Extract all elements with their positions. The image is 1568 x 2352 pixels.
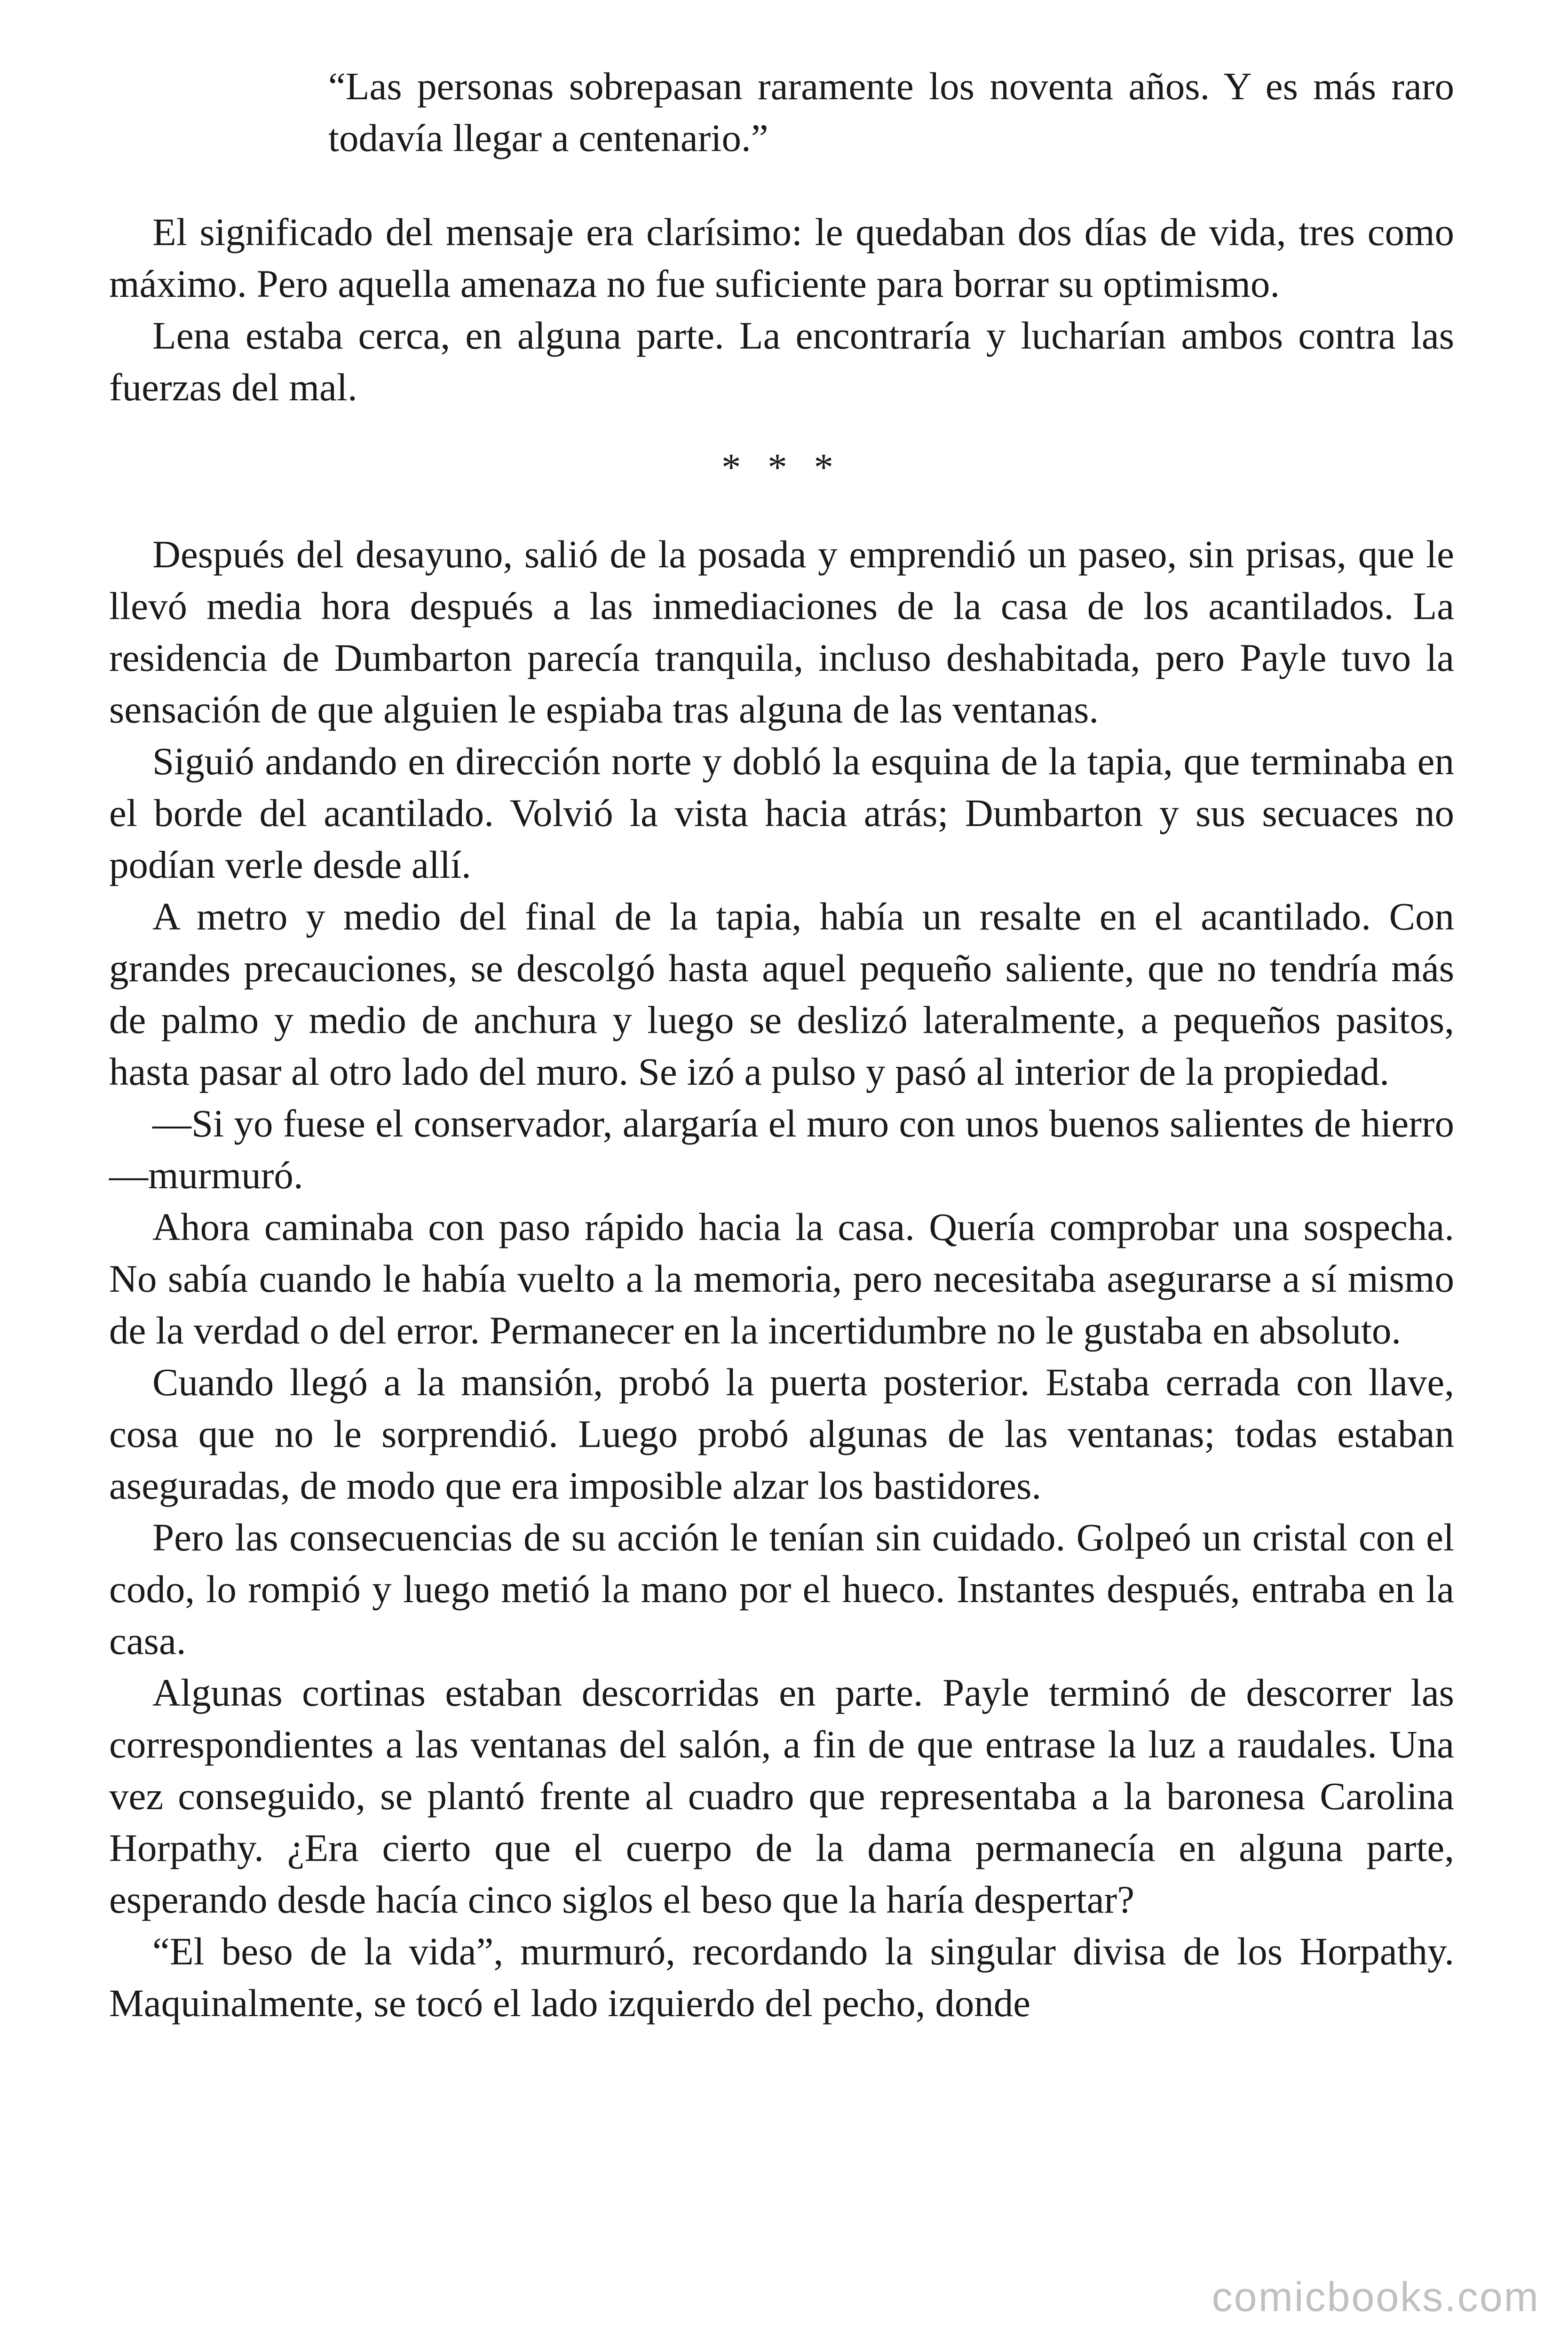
- paragraph: Lena estaba cerca, en alguna parte. La encontraría y lucharían ambos contra las fuerzas del mal.: [109, 314, 1454, 409]
- paragraph: Siguió andando en dirección norte y dobló la esquina de la tapia, que terminaba en el borde del acantilado. Volvió la vista hacia atrás; Dumbarton y sus secuaces no podían verle desde allí.: [109, 739, 1454, 886]
- paragraph: —Si yo fuese el conservador, alargaría el muro con unos buenos salientes de hierro —murmuró.: [109, 1102, 1454, 1197]
- paragraph: Ahora caminaba con paso rápido hacia la casa. Quería comprobar una sospecha. No sabía cuando le había vuelto a la memoria, pero necesitaba asegurarse a sí mismo de la verdad o del error. Permanecer en la incertidumbre no le gustaba en absoluto.: [109, 1205, 1454, 1352]
- paragraph: “El beso de la vida”, murmuró, recordando la singular divisa de los Horpathy. Maquinalmente, se tocó el lado izquierdo del pecho, donde: [109, 1930, 1454, 2025]
- paragraph: Pero las consecuencias de su acción le tenían sin cuidado. Golpeó un cristal con el codo, lo rompió y luego metió la mano por el hueco. Instantes después, entraba en la casa.: [109, 1516, 1454, 1662]
- paragraph: Cuando llegó a la mansión, probó la puerta posterior. Estaba cerrada con llave, cosa que no le sorprendió. Luego probó algunas de las ventanas; todas estaban aseguradas, de modo que era imposible alzar los bastidores.: [109, 1360, 1454, 1507]
- paragraph: A metro y medio del final de la tapia, había un resalte en el acantilado. Con grandes precauciones, se descolgó hasta aquel pequeño saliente, que no tendría más de palmo y medio de anchura y luego se deslizó lateralmente, a pequeños pasitos, hasta pasar al otro lado del muro. Se izó a pulso y pasó al interior de la propiedad.: [109, 895, 1454, 1093]
- text-column: [109, 60, 1454, 2029]
- site-watermark: comicbooks.com: [1212, 2273, 1540, 2320]
- epigraph-quote: “Las personas sobrepasan raramente los noventa años. Y es más raro todavía llegar a centenario.”: [328, 64, 1454, 159]
- paragraph: Después del desayuno, salió de la posada y emprendió un paseo, sin prisas, que le llevó media hora después a las inmediaciones de la casa de los acantilados. La residencia de Dumbarton parecía tranquila, incluso deshabitada, pero Payle tuvo la sensación de que alguien le espiaba tras alguna de las ventanas.: [109, 532, 1454, 731]
- section-break: * * *: [721, 445, 842, 489]
- paragraph: Algunas cortinas estaban descorridas en parte. Payle terminó de descorrer las correspondientes a las ventanas del salón, a fin de que entrase la luz a raudales. Una vez conseguido, se plantó frente al cuadro que representaba a la baronesa Carolina Horpathy. ¿Era cierto que el cuerpo de la dama permanecía en alguna parte, esperando desde hacía cinco siglos el beso que la haría despertar?: [109, 1671, 1454, 1921]
- paragraph: El significado del mensaje era clarísimo: le quedaban dos días de vida, tres como máximo. Pero aquella amenaza no fue suficiente para borrar su optimismo.: [109, 210, 1454, 305]
